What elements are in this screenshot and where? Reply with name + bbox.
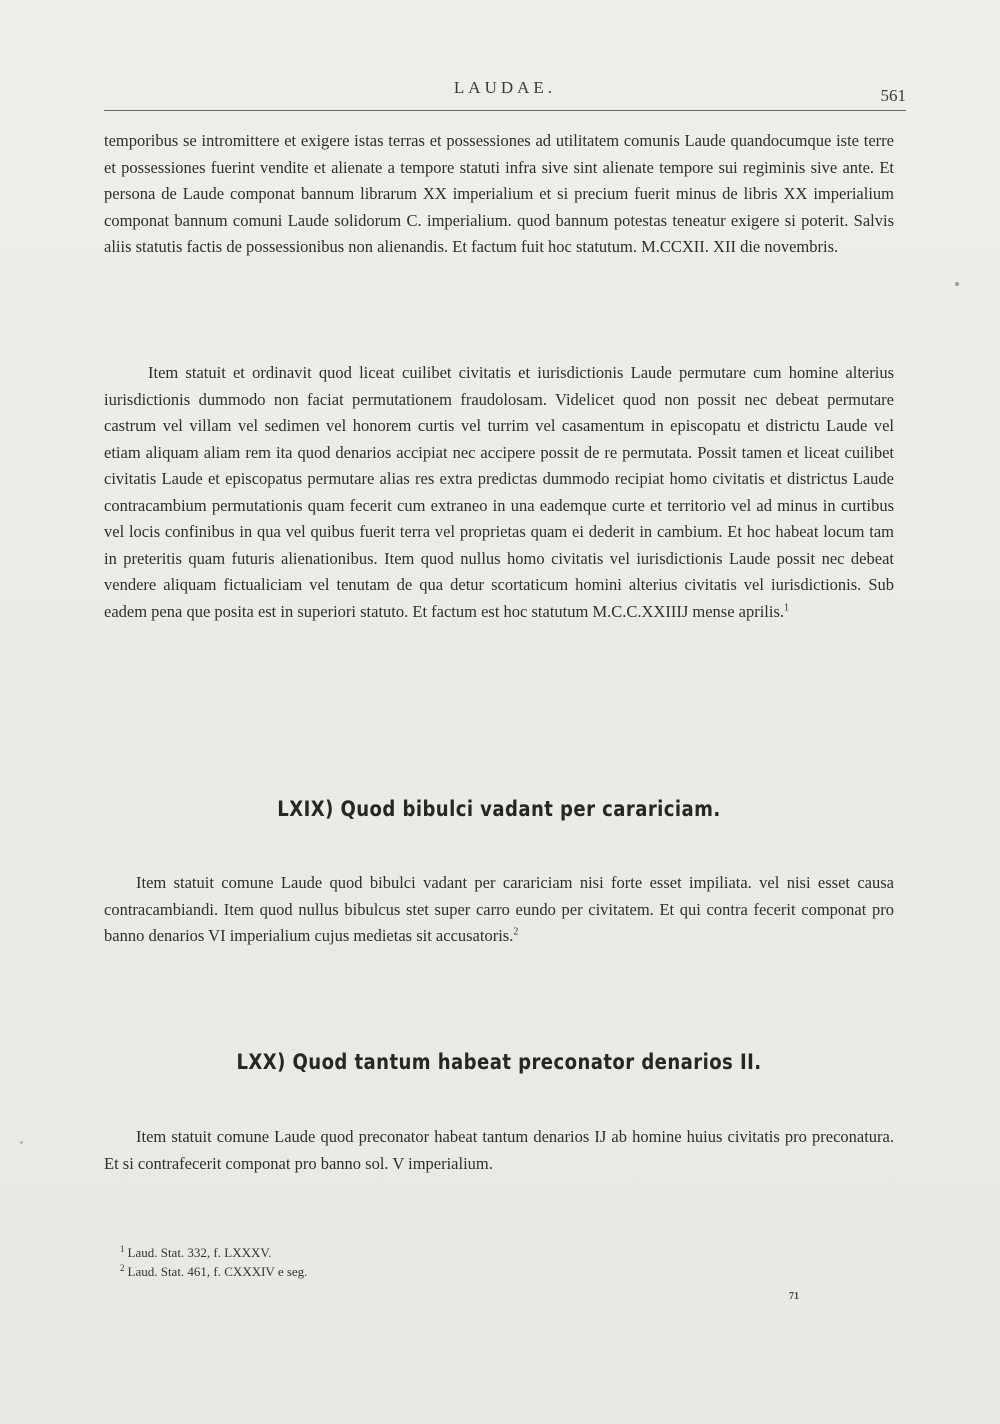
paper-speck	[955, 282, 959, 286]
footnote-text: Laud. Stat. 461, f. CXXXIV e seg.	[127, 1264, 308, 1279]
footnotes	[120, 1243, 307, 1281]
paper-speck	[20, 1141, 23, 1144]
footnote-text: Laud. Stat. 332, f. LXXXV.	[127, 1245, 272, 1260]
running-head: LAUDAE.	[453, 78, 557, 97]
paragraph-permutation-statute	[104, 360, 894, 625]
footnote	[120, 1243, 307, 1262]
footnote-mark: 2	[120, 1262, 125, 1273]
paragraph-preconator-statute	[104, 1124, 894, 1177]
page-number: 561	[880, 86, 906, 105]
paragraph-text: Item statuit comune Laude quod preconator habeat tantum denarios IJ ab homine huius civitatis pro preconatura. Et si contrafecerit componat pro banno sol. V imperialium.	[104, 1127, 894, 1173]
section-heading-lxix: LXIX) Quod bibulci vadant per carariciam.	[277, 797, 721, 821]
paragraph-text: Item statuit et ordinavit quod liceat cuilibet civitatis et iurisdictionis Laude permutare cum homine alterius iurisdictionis dummodo non faciat permutationem fraudolosam. Videlicet quod non possit nec debeat permutare castrum vel villam vel sedimen vel honorem curtis vel turrim vel casamentum in episcopatu et districtu Laude vel etiam aliquam aliam rem ita quod denarios accipiat nec accipere possit de re permutata. Possit tamen et liceat cuilibet civitatis Laude et episcopatus permutare alias res extra predictas dummodo recipiat homo civitatis et districtus Laude contracambium permutationis quam fecerit cum extraneo in una eademque curte et territorio vel ad minus in curtibus vel locis confinibus in qua vel quibus fuerit terra vel proprietas quam ei dederit in cambium. Et hoc habeat locum tam in preteritis quam futuris alienationibus. Item quod nullus homo civitatis vel iurisdictionis Laude possit nec debeat vendere aliquam fictualiciam vel tenutam de qua detur scortaticum homini alterius civitatis vel iurisdictionis. Sub eadem pena que posita est in superiori statuto. Et factum est hoc statutum M.C.C.XXIIIJ mense aprilis.	[104, 363, 894, 621]
signature-mark: 71	[789, 1291, 799, 1302]
paragraph-text: Item statuit comune Laude quod bibulci vadant per carariciam nisi forte esset impiliata. vel nisi esset causa contracambiandi. Item quod nullus bibulcus stet super carro eundo per civitatem. Et qui contra fecerit componat pro banno denarios VI imperialium cujus medietas sit accusatoris.	[104, 873, 894, 945]
header-rule	[104, 110, 906, 111]
footnote-mark: 1	[120, 1243, 125, 1254]
paragraph-statute-continuation	[104, 128, 894, 261]
paragraph-bibulci-statute	[104, 870, 894, 950]
footnote-reference: 2	[513, 926, 519, 938]
page-header	[104, 78, 906, 108]
section-heading-lxx: LXX) Quod tantum habeat preconator denarios II.	[236, 1050, 762, 1074]
paragraph-text: temporibus se intromittere et exigere istas terras et possessiones ad utilitatem comunis Laude quandocumque iste terre et possessiones fuerint vendite et alienate a tempore statuti infra sive sint alienate tempore sui regiminis sive ante. Et persona de Laude componat bannum librarum XX imperialium et si precium fuerit minus de libris XX imperialium componat bannum comuni Laude solidorum C. imperialium. quod bannum potestas teneatur exigere si poterit. Salvis aliis statutis factis de possessionibus non alienandis. Et factum fuit hoc statutum. M.CCXII. XII die novembris.	[104, 131, 894, 256]
footnote-reference: 1	[784, 602, 790, 613]
footnote	[120, 1262, 307, 1281]
